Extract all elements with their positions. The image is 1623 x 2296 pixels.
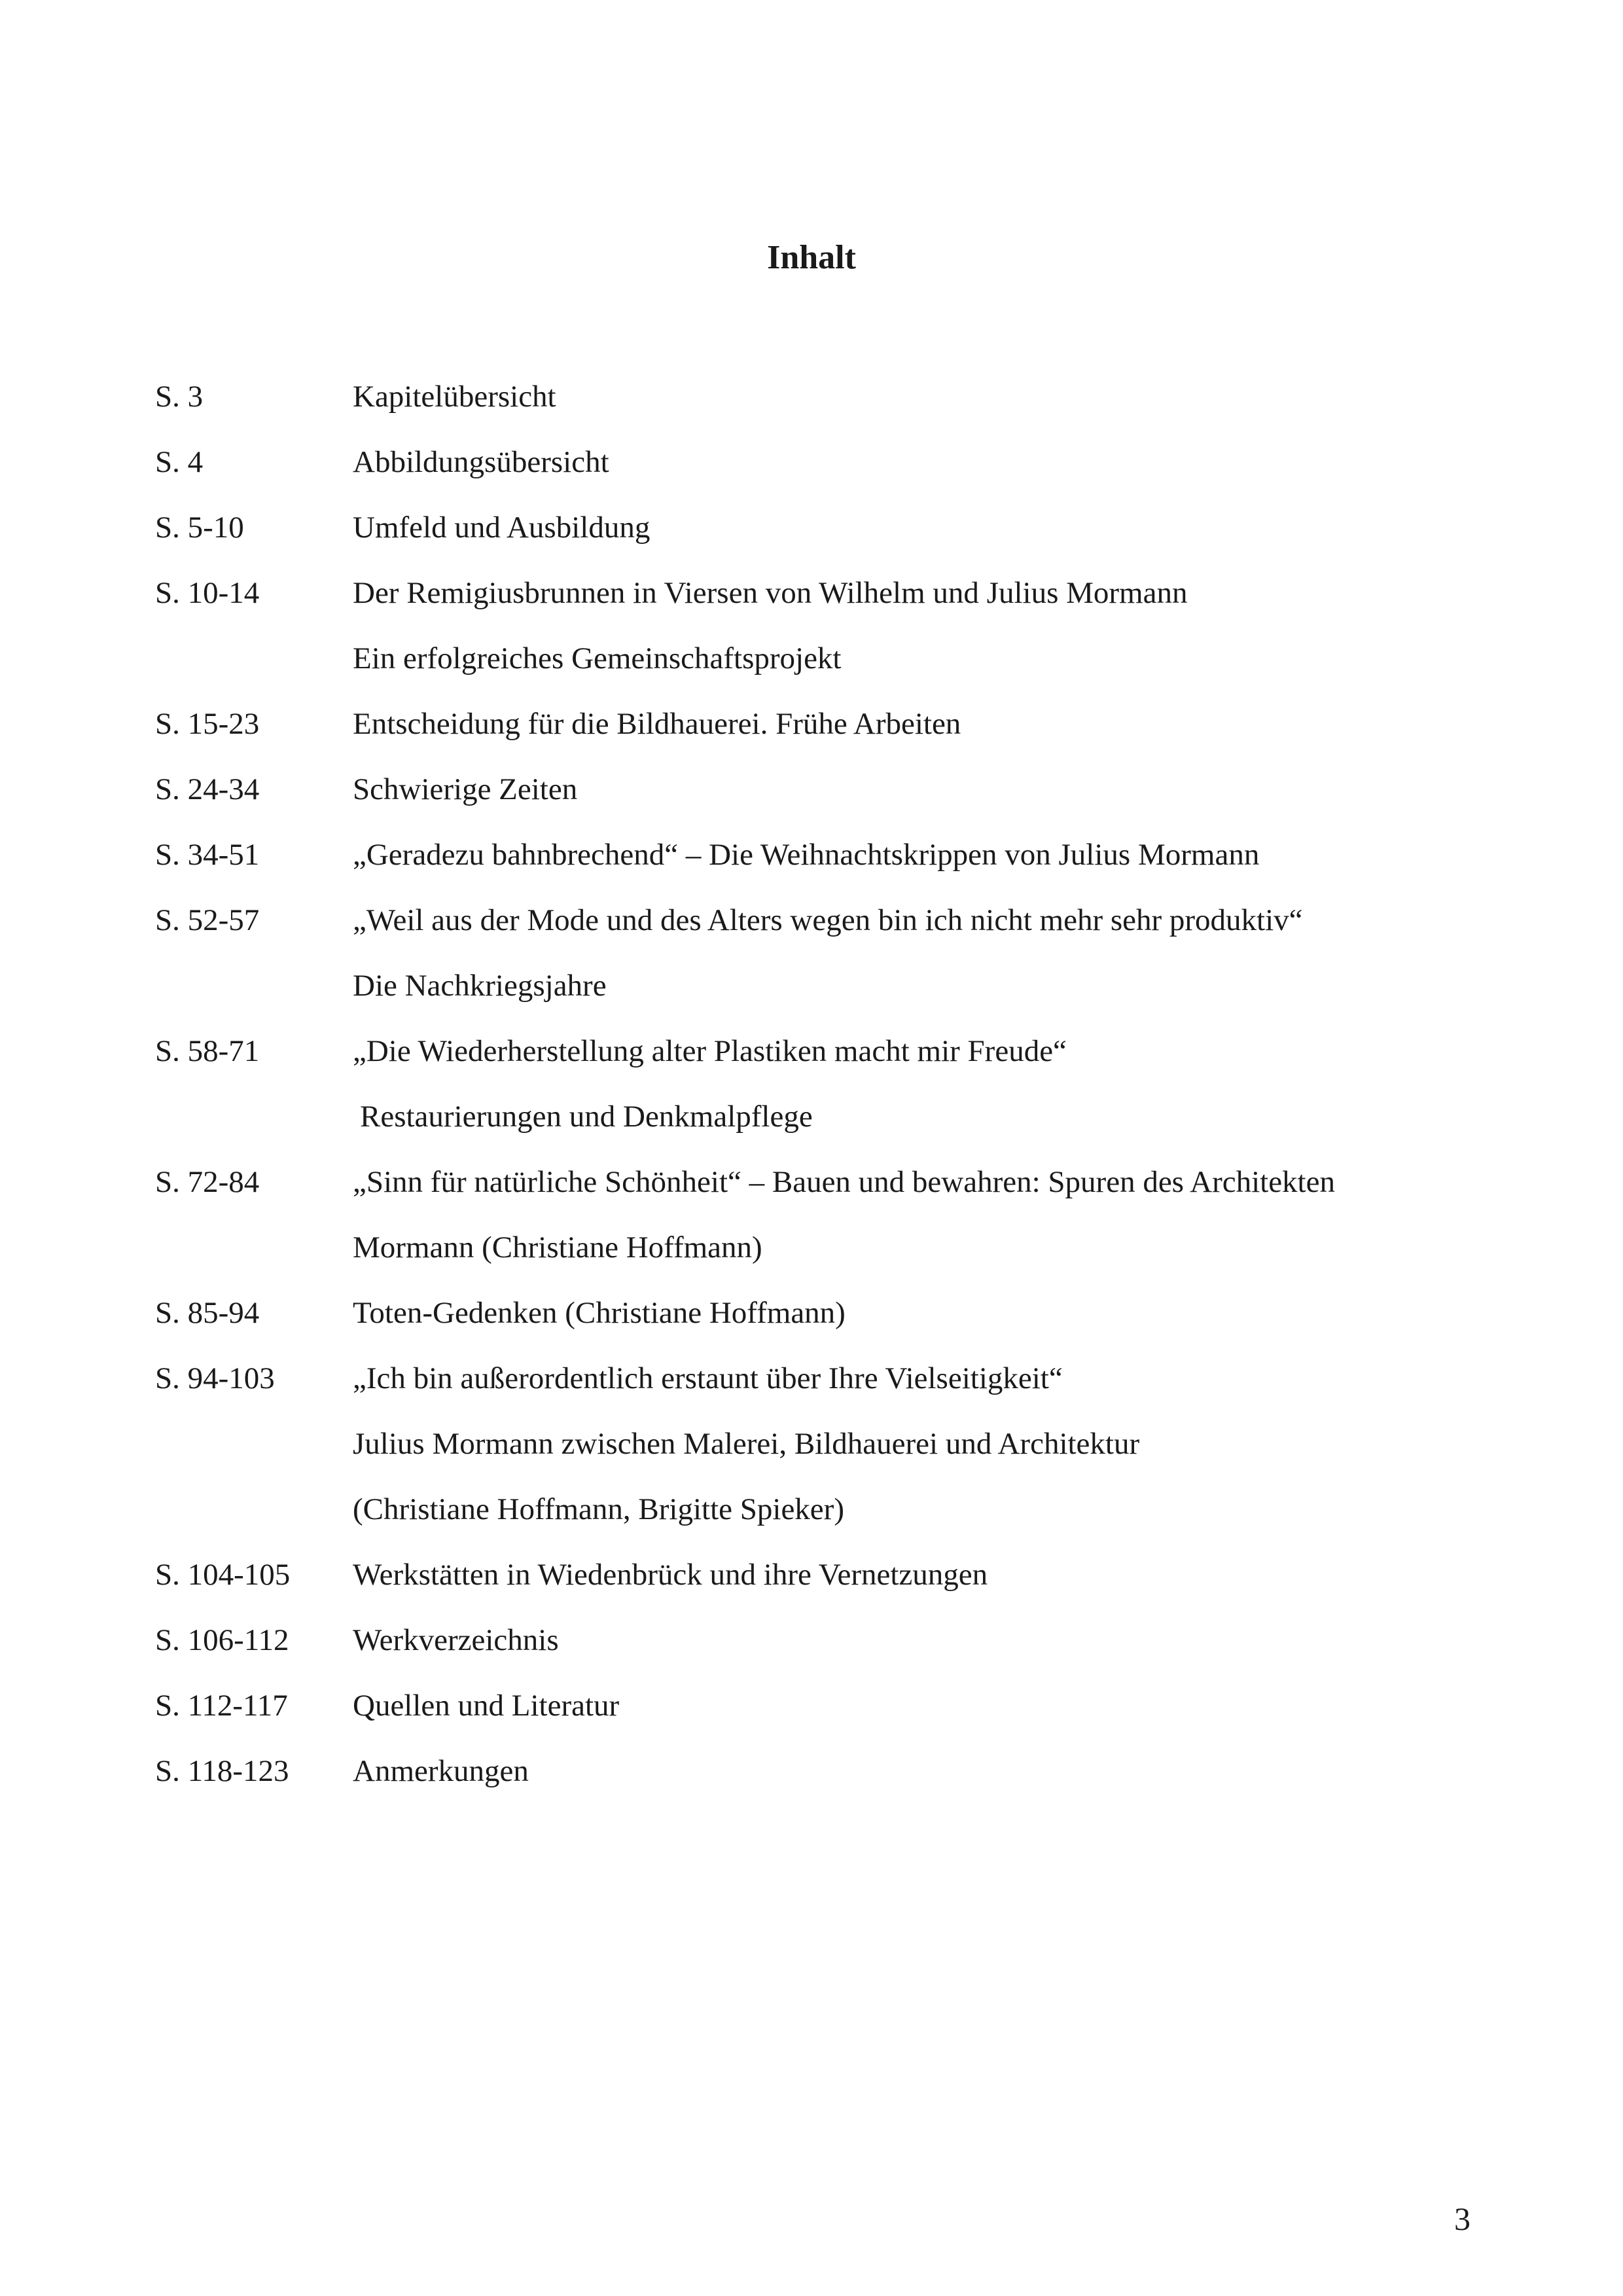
toc-title: Anmerkungen [353, 1754, 529, 1788]
toc-entry [155, 770, 1529, 835]
toc-entry-continuation [155, 639, 1529, 704]
toc-page-range: S. 3 [155, 380, 204, 414]
toc-page-range: S. 24-34 [155, 772, 260, 806]
toc-title: „Weil aus der Mode und des Alters wegen bin ich nicht mehr sehr produktiv“ [353, 903, 1303, 937]
toc-subtitle: Die Nachkriegsjahre [353, 969, 607, 1003]
table-of-contents [155, 377, 1529, 1817]
toc-page-range: S. 94-103 [155, 1361, 275, 1395]
toc-page-range: S. 106-112 [155, 1623, 289, 1657]
toc-entry [155, 1686, 1529, 1751]
toc-title: Werkstätten in Wiedenbrück und ihre Vernetzungen [353, 1558, 988, 1592]
toc-entry-continuation [155, 1097, 1529, 1162]
toc-title: „Geradezu bahnbrechend“ – Die Weihnachtskrippen von Julius Mormann [353, 838, 1260, 872]
toc-page-range: S. 112-117 [155, 1689, 288, 1723]
toc-entry [155, 508, 1529, 573]
toc-title: Abbildungsübersicht [353, 445, 609, 479]
toc-title: Schwierige Zeiten [353, 772, 578, 806]
page-title: Inhalt [767, 239, 856, 276]
toc-title: Entscheidung für die Bildhauerei. Frühe Arbeiten [353, 707, 961, 741]
toc-page-range: S. 72-84 [155, 1165, 260, 1199]
toc-page-range: S. 118-123 [155, 1754, 289, 1788]
toc-entry-continuation [155, 1424, 1529, 1490]
toc-subtitle: Julius Mormann zwischen Malerei, Bildhauerei und Architektur [353, 1427, 1140, 1461]
toc-subtitle: Restaurierungen und Denkmalpflege [360, 1100, 813, 1134]
toc-entry-continuation [155, 1490, 1529, 1555]
toc-entry [155, 1359, 1529, 1424]
toc-entry [155, 901, 1529, 966]
toc-entry-continuation [155, 966, 1529, 1031]
toc-entry [155, 1031, 1529, 1097]
toc-title: „Sinn für natürliche Schönheit“ – Bauen und bewahren: Spuren des Architekten [353, 1165, 1335, 1199]
toc-entry [155, 704, 1529, 770]
toc-page-range: S. 85-94 [155, 1296, 260, 1330]
toc-title: „Ich bin außerordentlich erstaunt über Ihre Vielseitigkeit“ [353, 1361, 1063, 1395]
toc-subtitle: Ein erfolgreiches Gemeinschaftsprojekt [353, 641, 842, 675]
toc-title: „Die Wiederherstellung alter Plastiken macht mir Freude“ [353, 1034, 1067, 1068]
toc-page-range: S. 5-10 [155, 511, 244, 545]
toc-page-range: S. 15-23 [155, 707, 260, 741]
toc-title: Toten-Gedenken (Christiane Hoffmann) [353, 1296, 846, 1330]
toc-entry [155, 1621, 1529, 1686]
toc-title: Der Remigiusbrunnen in Viersen von Wilhelm und Julius Mormann [353, 576, 1188, 610]
toc-entry [155, 442, 1529, 508]
toc-entry [155, 835, 1529, 901]
page-number: 3 [1454, 2200, 1471, 2237]
toc-subtitle: Mormann (Christiane Hoffmann) [353, 1230, 762, 1265]
toc-title: Umfeld und Ausbildung [353, 511, 651, 545]
toc-authors: (Christiane Hoffmann, Brigitte Spieker) [353, 1492, 844, 1526]
toc-entry [155, 1293, 1529, 1359]
toc-entry [155, 1162, 1529, 1228]
toc-page-range: S. 4 [155, 445, 204, 479]
toc-page-range: S. 34-51 [155, 838, 260, 872]
toc-entry-continuation [155, 1228, 1529, 1293]
toc-title: Kapitelübersicht [353, 380, 556, 414]
toc-entry [155, 573, 1529, 639]
toc-title: Werkverzeichnis [353, 1623, 559, 1657]
toc-entry [155, 1751, 1529, 1817]
toc-entry [155, 1555, 1529, 1621]
toc-title: Quellen und Literatur [353, 1689, 620, 1723]
toc-page-range: S. 52-57 [155, 903, 260, 937]
toc-page-range: S. 104-105 [155, 1558, 291, 1592]
toc-page-range: S. 10-14 [155, 576, 260, 610]
toc-entry [155, 377, 1529, 442]
toc-page-range: S. 58-71 [155, 1034, 260, 1068]
